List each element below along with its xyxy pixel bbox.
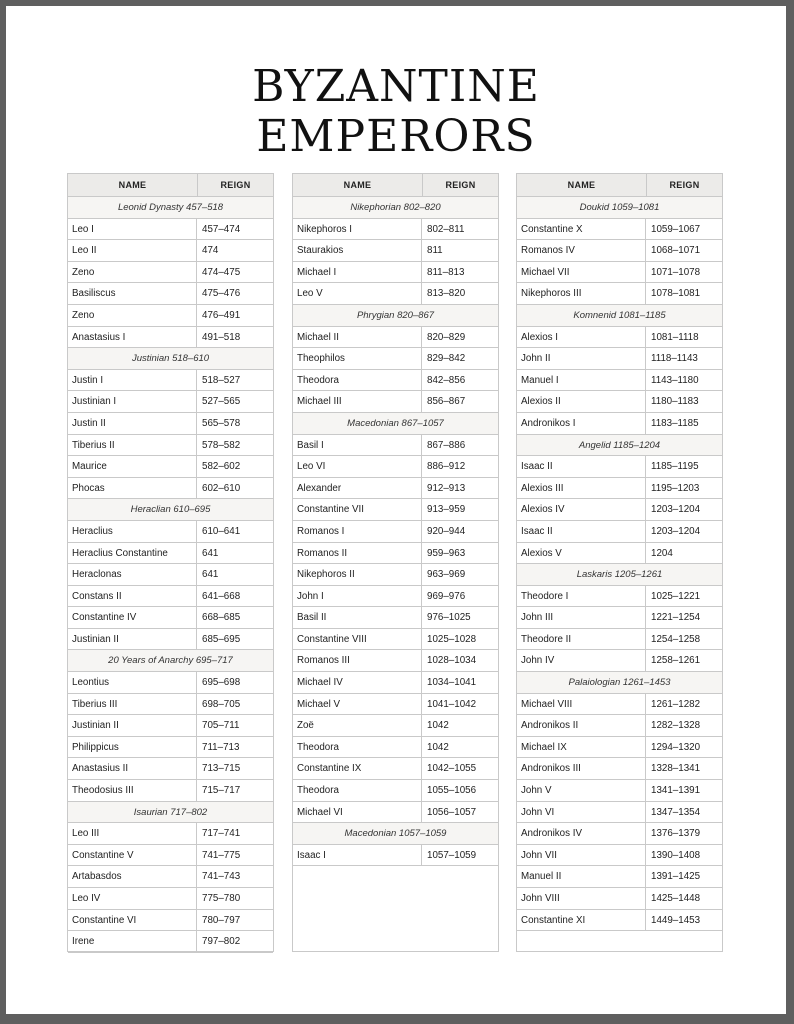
reign-years: 780–797 xyxy=(202,914,241,926)
emperor-name: Michael I xyxy=(293,262,422,283)
reign-years: 842–856 xyxy=(427,374,466,386)
emperor-name: Constantine X xyxy=(517,219,646,240)
reign-years: 1425–1448 xyxy=(651,893,701,904)
table-row xyxy=(517,823,722,845)
name-column-header: NAME xyxy=(68,174,198,196)
emperor-name: Philippicus xyxy=(68,737,197,758)
emperor-name: Theodora xyxy=(293,780,422,801)
reign-years: 457–474 xyxy=(202,223,241,235)
emperor-name: John I xyxy=(293,586,422,607)
table-row xyxy=(293,607,498,629)
emperor-name: John III xyxy=(517,607,646,628)
table-row xyxy=(517,607,722,629)
reign-years: 1042 xyxy=(427,720,449,732)
emperor-name: Heraclius Constantine xyxy=(68,543,197,564)
reign-years: 1143–1180 xyxy=(651,374,699,386)
emperor-name: Isaac II xyxy=(517,521,646,542)
reign-years: 1341–1391 xyxy=(651,785,701,797)
reign-years: 685–695 xyxy=(202,633,241,645)
table-row xyxy=(517,802,722,824)
title-line-1: BYZANTINE xyxy=(252,61,540,112)
reign-years: 578–582 xyxy=(202,439,241,451)
reign-years: 913–959 xyxy=(427,504,466,516)
table-row xyxy=(293,240,498,262)
reign-years: 641 xyxy=(202,547,219,559)
reign-years: 491–518 xyxy=(202,331,241,343)
table-row xyxy=(68,694,273,716)
reign-years: 1057–1059 xyxy=(427,849,477,861)
reign-years: 641–668 xyxy=(202,590,241,602)
table-row xyxy=(68,888,273,910)
emperor-name: Alexios II xyxy=(517,391,646,412)
page-title xyxy=(6,62,786,162)
reign-years: 1059–1067 xyxy=(651,223,701,235)
emperor-name: Justin I xyxy=(68,370,197,391)
table-row xyxy=(68,737,273,759)
reign-years: 1204 xyxy=(651,547,673,559)
table-row xyxy=(68,456,273,478)
reign-years: 820–829 xyxy=(427,331,466,343)
table-row xyxy=(68,305,273,327)
table-row xyxy=(293,348,498,370)
emperor-name: Irene xyxy=(68,931,197,952)
dynasty-section-header: Macedonian 867–1057 xyxy=(293,413,498,435)
emperor-name: Theodora xyxy=(293,370,422,391)
reign-years: 959–963 xyxy=(427,547,466,559)
table-row xyxy=(517,629,722,651)
dynasty-section-header: 20 Years of Anarchy 695–717 xyxy=(68,650,273,672)
emperor-name: Romanos II xyxy=(293,543,422,564)
reign-years: 518–527 xyxy=(202,374,241,386)
emperor-name: Zeno xyxy=(68,262,197,283)
reign-years: 474 xyxy=(202,245,219,257)
table-row xyxy=(293,391,498,413)
emperor-name: Andronikos III xyxy=(517,758,646,779)
emperor-name: Justin II xyxy=(68,413,197,434)
dynasty-section-header: Phrygian 820–867 xyxy=(293,305,498,327)
reign-years: 963–969 xyxy=(427,569,466,581)
table-row xyxy=(517,283,722,305)
table-row xyxy=(293,543,498,565)
emperor-name: Andronikos II xyxy=(517,715,646,736)
table-row xyxy=(68,715,273,737)
reign-years: 1025–1028 xyxy=(427,633,477,645)
table-row xyxy=(68,823,273,845)
reign-years: 1056–1057 xyxy=(427,806,477,818)
emperor-name: Basiliscus xyxy=(68,283,197,304)
table-row xyxy=(517,521,722,543)
emperor-name: Justinian II xyxy=(68,629,197,650)
reign-years: 641 xyxy=(202,569,219,581)
emperor-name: Constantine VIII xyxy=(293,629,422,650)
name-column-header: NAME xyxy=(293,174,423,196)
table-row xyxy=(517,262,722,284)
reign-years: 797–802 xyxy=(202,936,241,948)
reign-years: 713–715 xyxy=(202,763,241,775)
table-row xyxy=(517,219,722,241)
reign-years: 856–867 xyxy=(427,396,466,408)
table-row xyxy=(68,780,273,802)
emperor-name: Michael VII xyxy=(517,262,646,283)
table-row xyxy=(68,327,273,349)
dynasty-section-header: Macedonian 1057–1059 xyxy=(293,823,498,845)
reign-years: 1068–1071 xyxy=(651,245,701,257)
table-row xyxy=(517,413,722,435)
table-row xyxy=(293,672,498,694)
emperor-name: Leo I xyxy=(68,219,197,240)
reign-years: 695–698 xyxy=(202,677,241,689)
reign-years: 802–811 xyxy=(427,223,465,235)
reign-years: 1041–1042 xyxy=(427,698,477,710)
table-row xyxy=(68,543,273,565)
emperor-name: Leo V xyxy=(293,283,422,304)
table-row xyxy=(68,521,273,543)
reign-years: 1347–1354 xyxy=(651,806,701,818)
emperor-name: Zoë xyxy=(293,715,422,736)
emperor-name: Leontius xyxy=(68,672,197,693)
table-row xyxy=(293,694,498,716)
emperor-name: Constantine VII xyxy=(293,499,422,520)
emperor-name: Michael IX xyxy=(517,737,646,758)
reign-column-header: REIGN xyxy=(669,180,700,190)
emperor-name: Tiberius III xyxy=(68,694,197,715)
reign-years: 811–813 xyxy=(427,266,465,278)
table-row xyxy=(517,543,722,565)
emperor-name: Michael VIII xyxy=(517,694,646,715)
emperor-name: Alexios I xyxy=(517,327,646,348)
emperor-name: Alexios V xyxy=(517,543,646,564)
reign-years: 920–944 xyxy=(427,525,466,537)
reign-years: 610–641 xyxy=(202,525,241,537)
table-row xyxy=(293,327,498,349)
emperor-name: Constantine IX xyxy=(293,758,422,779)
reign-years: 668–685 xyxy=(202,612,241,624)
table-row xyxy=(517,910,722,932)
emperor-name: Artabasdos xyxy=(68,866,197,887)
reign-years: 1258–1261 xyxy=(651,655,701,667)
emperor-name: Theodore I xyxy=(517,586,646,607)
dynasty-section-header: Doukid 1059–1081 xyxy=(517,197,722,219)
reign-years: 1034–1041 xyxy=(427,677,477,689)
table-row xyxy=(68,866,273,888)
emperor-table-3 xyxy=(516,173,723,952)
table-row xyxy=(68,931,273,953)
table-row xyxy=(293,737,498,759)
table-row xyxy=(517,845,722,867)
table-body xyxy=(293,197,498,866)
emperor-name: Michael VI xyxy=(293,802,422,823)
table-row xyxy=(517,694,722,716)
emperor-name: Tiberius II xyxy=(68,435,197,456)
reign-years: 741–775 xyxy=(202,849,241,861)
reign-years: 1081–1118 xyxy=(651,331,699,343)
table-row xyxy=(517,391,722,413)
table-row xyxy=(293,499,498,521)
emperor-name: Manuel II xyxy=(517,866,646,887)
emperor-name: Manuel I xyxy=(517,370,646,391)
reign-years: 1185–1195 xyxy=(651,461,699,473)
reign-years: 1203–1204 xyxy=(651,504,701,516)
reign-years: 1391–1425 xyxy=(651,871,701,883)
title-line-2: EMPERORS xyxy=(256,111,536,162)
emperor-name: Theodora xyxy=(293,737,422,758)
name-column-header: NAME xyxy=(517,174,647,196)
table-row xyxy=(293,283,498,305)
table-row xyxy=(293,370,498,392)
table-row xyxy=(293,758,498,780)
emperor-name: Michael IV xyxy=(293,672,422,693)
reign-years: 976–1025 xyxy=(427,612,471,624)
table-row xyxy=(293,629,498,651)
emperor-name: Basil I xyxy=(293,435,422,456)
emperor-name: Constantine XI xyxy=(517,910,646,931)
reign-years: 867–886 xyxy=(427,439,466,451)
emperor-name: Constans II xyxy=(68,586,197,607)
table-header xyxy=(293,174,498,197)
reign-years: 1221–1254 xyxy=(651,612,701,624)
emperor-name: Michael V xyxy=(293,694,422,715)
emperor-name: Phocas xyxy=(68,478,197,499)
emperor-name: Basil II xyxy=(293,607,422,628)
table-row xyxy=(68,586,273,608)
emperor-name: John VII xyxy=(517,845,646,866)
table-row xyxy=(517,370,722,392)
table-row xyxy=(68,283,273,305)
table-row xyxy=(68,629,273,651)
reign-years: 775–780 xyxy=(202,893,241,904)
table-header xyxy=(68,174,273,197)
table-row xyxy=(517,737,722,759)
reign-years: 715–717 xyxy=(202,785,241,797)
table-row xyxy=(517,456,722,478)
reign-years: 1028–1034 xyxy=(427,655,477,667)
reign-years: 912–913 xyxy=(427,482,466,494)
dynasty-section-header: Leonid Dynasty 457–518 xyxy=(68,197,273,219)
emperor-name: Theophilos xyxy=(293,348,422,369)
table-header xyxy=(517,174,722,197)
reign-years: 1183–1185 xyxy=(651,417,699,429)
table-row xyxy=(517,866,722,888)
emperor-name: John VIII xyxy=(517,888,646,909)
reign-years: 1390–1408 xyxy=(651,849,701,861)
reign-years: 1203–1204 xyxy=(651,525,701,537)
reign-years: 1261–1282 xyxy=(651,698,701,710)
table-row xyxy=(293,845,498,867)
table-row xyxy=(517,348,722,370)
dynasty-section-header: Angelid 1185–1204 xyxy=(517,435,722,457)
emperor-name: Michael III xyxy=(293,391,422,412)
emperor-name: Nikephoros II xyxy=(293,564,422,585)
reign-years: 829–842 xyxy=(427,353,466,365)
table-row xyxy=(293,262,498,284)
reign-years: 1195–1203 xyxy=(651,482,700,494)
table-row xyxy=(517,478,722,500)
emperor-name: Heraclonas xyxy=(68,564,197,585)
table-row xyxy=(68,435,273,457)
emperor-name: John IV xyxy=(517,650,646,671)
reign-years: 1118–1143 xyxy=(651,353,698,365)
emperor-name: Theodosius III xyxy=(68,780,197,801)
emperor-table-1 xyxy=(67,173,274,952)
table-row xyxy=(68,607,273,629)
reign-years: 476–491 xyxy=(202,309,241,321)
reign-years: 813–820 xyxy=(427,288,466,300)
reign-years: 527–565 xyxy=(202,396,241,408)
dynasty-section-header: Heraclian 610–695 xyxy=(68,499,273,521)
emperor-name: Nikephoros III xyxy=(517,283,646,304)
table-row xyxy=(68,758,273,780)
table-row xyxy=(293,478,498,500)
table-row xyxy=(68,910,273,932)
emperor-name: John V xyxy=(517,780,646,801)
table-row xyxy=(68,478,273,500)
emperor-name: Maurice xyxy=(68,456,197,477)
table-row xyxy=(68,391,273,413)
emperor-name: Romanos I xyxy=(293,521,422,542)
emperor-name: Leo III xyxy=(68,823,197,844)
dynasty-section-header: Justinian 518–610 xyxy=(68,348,273,370)
reign-years: 1282–1328 xyxy=(651,720,701,732)
table-row xyxy=(68,262,273,284)
reign-years: 811 xyxy=(427,245,443,257)
emperor-name: John II xyxy=(517,348,646,369)
table-row xyxy=(517,758,722,780)
table-row xyxy=(293,586,498,608)
emperor-name: Romanos IV xyxy=(517,240,646,261)
table-row xyxy=(68,672,273,694)
table-row xyxy=(293,802,498,824)
dynasty-section-header: Isaurian 717–802 xyxy=(68,802,273,824)
table-row xyxy=(293,715,498,737)
reign-years: 705–711 xyxy=(202,720,240,732)
reign-years: 1042–1055 xyxy=(427,763,477,775)
reign-column-header: REIGN xyxy=(445,180,476,190)
emperor-name: Nikephoros I xyxy=(293,219,422,240)
table-body xyxy=(68,197,273,953)
reign-years: 741–743 xyxy=(202,871,241,883)
reign-years: 1025–1221 xyxy=(651,590,701,602)
table-row xyxy=(517,240,722,262)
reign-years: 1055–1056 xyxy=(427,785,477,797)
reign-years: 1328–1341 xyxy=(651,763,701,775)
reign-years: 698–705 xyxy=(202,698,241,710)
emperor-name: Leo VI xyxy=(293,456,422,477)
reign-years: 475–476 xyxy=(202,288,241,300)
emperor-name: Alexios III xyxy=(517,478,646,499)
reign-years: 1078–1081 xyxy=(651,288,701,300)
emperor-name: Theodore II xyxy=(517,629,646,650)
emperor-name: Staurakios xyxy=(293,240,422,261)
table-row xyxy=(68,564,273,586)
emperor-name: Leo II xyxy=(68,240,197,261)
table-row xyxy=(68,219,273,241)
table-row xyxy=(293,456,498,478)
emperor-name: Justinian I xyxy=(68,391,197,412)
dynasty-section-header: Komnenid 1081–1185 xyxy=(517,305,722,327)
reign-years: 1042 xyxy=(427,741,449,753)
reign-years: 582–602 xyxy=(202,461,241,473)
table-row xyxy=(68,240,273,262)
reign-years: 1449–1453 xyxy=(651,914,701,926)
table-row xyxy=(293,780,498,802)
emperor-name: Alexander xyxy=(293,478,422,499)
emperor-name: Alexios IV xyxy=(517,499,646,520)
table-row xyxy=(293,521,498,543)
reign-years: 474–475 xyxy=(202,266,241,278)
emperor-name: Constantine IV xyxy=(68,607,197,628)
reign-years: 1294–1320 xyxy=(651,741,701,753)
table-row xyxy=(293,219,498,241)
emperor-name: Constantine VI xyxy=(68,910,197,931)
emperor-name: Justinian II xyxy=(68,715,197,736)
emperor-name: Michael II xyxy=(293,327,422,348)
emperor-name: Andronikos IV xyxy=(517,823,646,844)
reign-years: 1180–1183 xyxy=(651,396,699,408)
table-row xyxy=(68,370,273,392)
dynasty-section-header: Laskaris 1205–1261 xyxy=(517,564,722,586)
emperor-name: Heraclius xyxy=(68,521,197,542)
reign-years: 602–610 xyxy=(202,482,241,494)
dynasty-section-header: Palaiologian 1261–1453 xyxy=(517,672,722,694)
table-body xyxy=(517,197,722,931)
reign-years: 1376–1379 xyxy=(651,828,701,840)
emperor-name: Constantine V xyxy=(68,845,197,866)
emperor-name: Anastasius I xyxy=(68,327,197,348)
document-page xyxy=(6,6,786,1014)
reign-years: 969–976 xyxy=(427,590,466,602)
reign-years: 711–713 xyxy=(202,741,240,753)
reign-years: 1254–1258 xyxy=(651,633,701,645)
reign-column-header: REIGN xyxy=(220,180,251,190)
reign-years: 565–578 xyxy=(202,417,241,429)
emperor-name: Zeno xyxy=(68,305,197,326)
table-row xyxy=(293,650,498,672)
emperor-table-2 xyxy=(292,173,499,952)
emperor-name: Andronikos I xyxy=(517,413,646,434)
table-row xyxy=(517,327,722,349)
table-row xyxy=(68,413,273,435)
reign-years: 886–912 xyxy=(427,461,466,473)
table-row xyxy=(517,888,722,910)
table-row xyxy=(517,715,722,737)
table-row xyxy=(517,499,722,521)
emperor-name: Anastasius II xyxy=(68,758,197,779)
table-row xyxy=(517,780,722,802)
emperor-name: Romanos III xyxy=(293,650,422,671)
emperor-name: Isaac II xyxy=(517,456,646,477)
reign-years: 1071–1078 xyxy=(651,266,701,278)
emperor-name: John VI xyxy=(517,802,646,823)
table-row xyxy=(517,650,722,672)
table-row xyxy=(293,564,498,586)
table-row xyxy=(517,586,722,608)
dynasty-section-header: Nikephorian 802–820 xyxy=(293,197,498,219)
table-row xyxy=(293,435,498,457)
emperor-name: Isaac I xyxy=(293,845,422,866)
table-row xyxy=(68,845,273,867)
reign-years: 717–741 xyxy=(202,828,241,840)
emperor-name: Leo IV xyxy=(68,888,197,909)
